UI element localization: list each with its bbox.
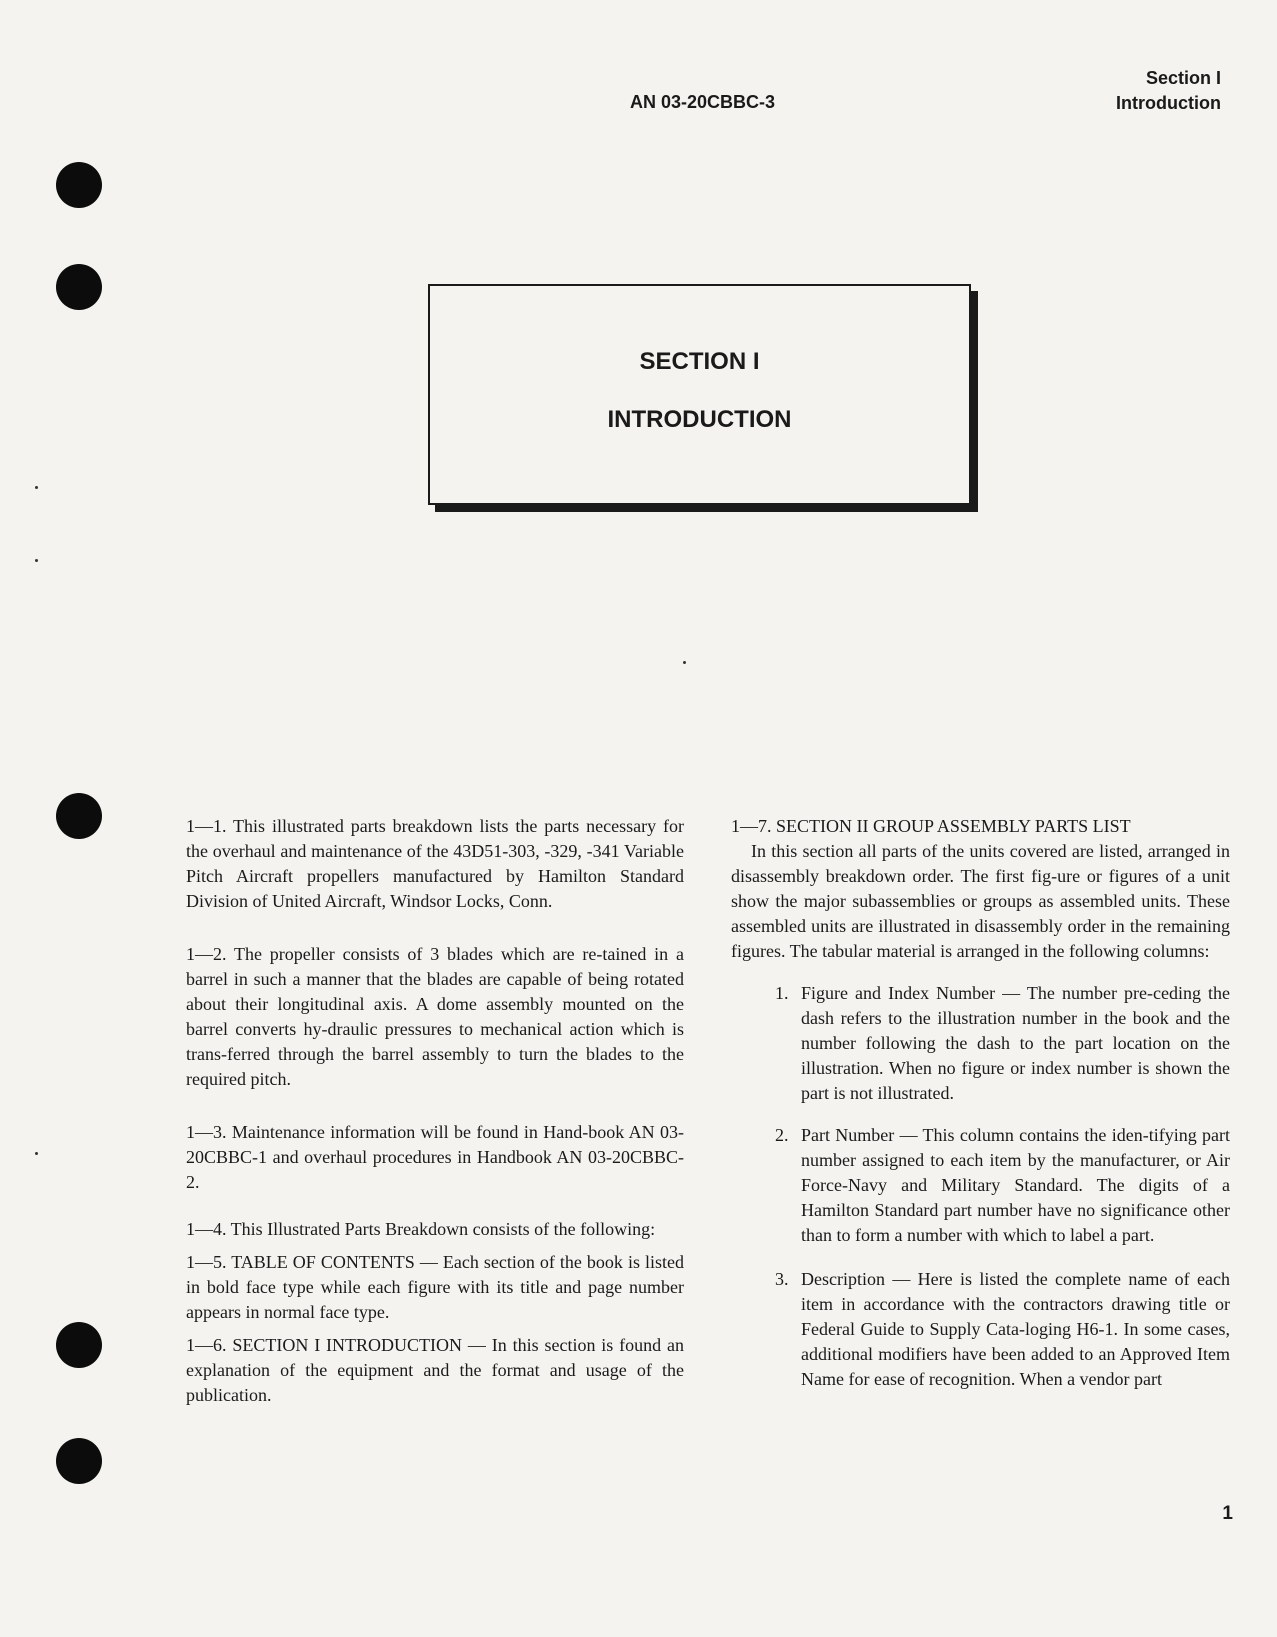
document-number: AN 03-20CBBC-3 <box>630 92 776 112</box>
running-header <box>1116 66 1221 116</box>
section-title: SECTION I <box>639 348 760 375</box>
section-ii-intro: In this section all parts of the units covered are listed, arranged in disassembly breakdown order. The first fig-ure or figures of a unit show the major subassemblies or groups as assembled units. These assembled units are illustrated in disassembly order in the remaining figures. The tabular material is arranged in the following columns: <box>731 841 1230 961</box>
list-item <box>731 981 1230 1106</box>
scan-speck <box>683 661 686 664</box>
section-subtitle: INTRODUCTION <box>607 406 792 433</box>
list-item-number: 2. <box>775 1125 789 1145</box>
list-item-number: 3. <box>775 1269 789 1289</box>
scan-speck <box>35 559 38 562</box>
binder-hole <box>56 1438 102 1484</box>
page-number: 1 <box>1222 1503 1233 1524</box>
section-title-box <box>428 284 971 505</box>
list-item-text: Part Number — This column contains the iden-tifying part number assigned to each item by the manufacturer, or Air Force-Navy and Military Standard. The digits of a Hamilton Standard part number have no significance other than to form a number with which to label a part. <box>801 1125 1230 1245</box>
list-item <box>731 1267 1230 1392</box>
paragraph-1-6: 1—6. SECTION I INTRODUCTION — In this section is found an explanation of the equipment and the format and usage of the publication. <box>186 1335 684 1405</box>
binder-hole <box>56 162 102 208</box>
binder-hole <box>56 793 102 839</box>
list-item-text: Description — Here is listed the complete name of each item in accordance with the contractors drawing title or Federal Guide to Supply Cata-loging H6-1. In some cases, additional modifiers have been added to an Approved Item Name for ease of recognition. When a vendor part <box>801 1269 1230 1389</box>
running-header-title: Introduction <box>1116 93 1221 113</box>
paragraph-1-3: 1—3. Maintenance information will be found in Hand-book AN 03-20CBBC-1 and overhaul procedures in Handbook AN 03-20CBBC-2. <box>186 1122 684 1192</box>
paragraph-1-5: 1—5. TABLE OF CONTENTS — Each section of the book is listed in bold face type while each figure with its title and page number appears in normal face type. <box>186 1252 684 1322</box>
list-item <box>731 1123 1230 1248</box>
right-column <box>731 814 1230 1392</box>
binder-hole <box>56 1322 102 1368</box>
paragraph-1-1: 1—1. This illustrated parts breakdown lists the parts necessary for the overhaul and maintenance of the 43D51-303, -329, -341 Variable Pitch Aircraft propellers manufactured by Hamilton Standard Division of United Aircraft, Windsor Locks, Conn. <box>186 816 684 911</box>
list-item-text: Figure and Index Number — The number pre-ceding the dash refers to the illustration number in the book and the number following the dash to the part location on the illustration. When no figure or index number is shown the part is not illustrated. <box>801 983 1230 1103</box>
scan-speck <box>35 486 38 489</box>
list-item-number: 1. <box>775 983 789 1003</box>
paragraph-1-2: 1—2. The propeller consists of 3 blades which are re-tained in a barrel in such a manner that the blades are capable of being rotated about their longitudinal axis. A dome assembly mounted on the barrel converts hy-draulic pressures to mechanical action which is trans-ferred through the barrel assembly to turn the blades to the required pitch. <box>186 944 684 1089</box>
left-column <box>186 814 684 1408</box>
running-header-section: Section I <box>1145 68 1221 88</box>
binder-hole <box>56 264 102 310</box>
paragraph-1-4: 1—4. This Illustrated Parts Breakdown consists of the following: <box>186 1219 656 1239</box>
section-ii-heading: 1—7. SECTION II GROUP ASSEMBLY PARTS LIST <box>731 816 1131 836</box>
scan-speck <box>35 1152 38 1155</box>
